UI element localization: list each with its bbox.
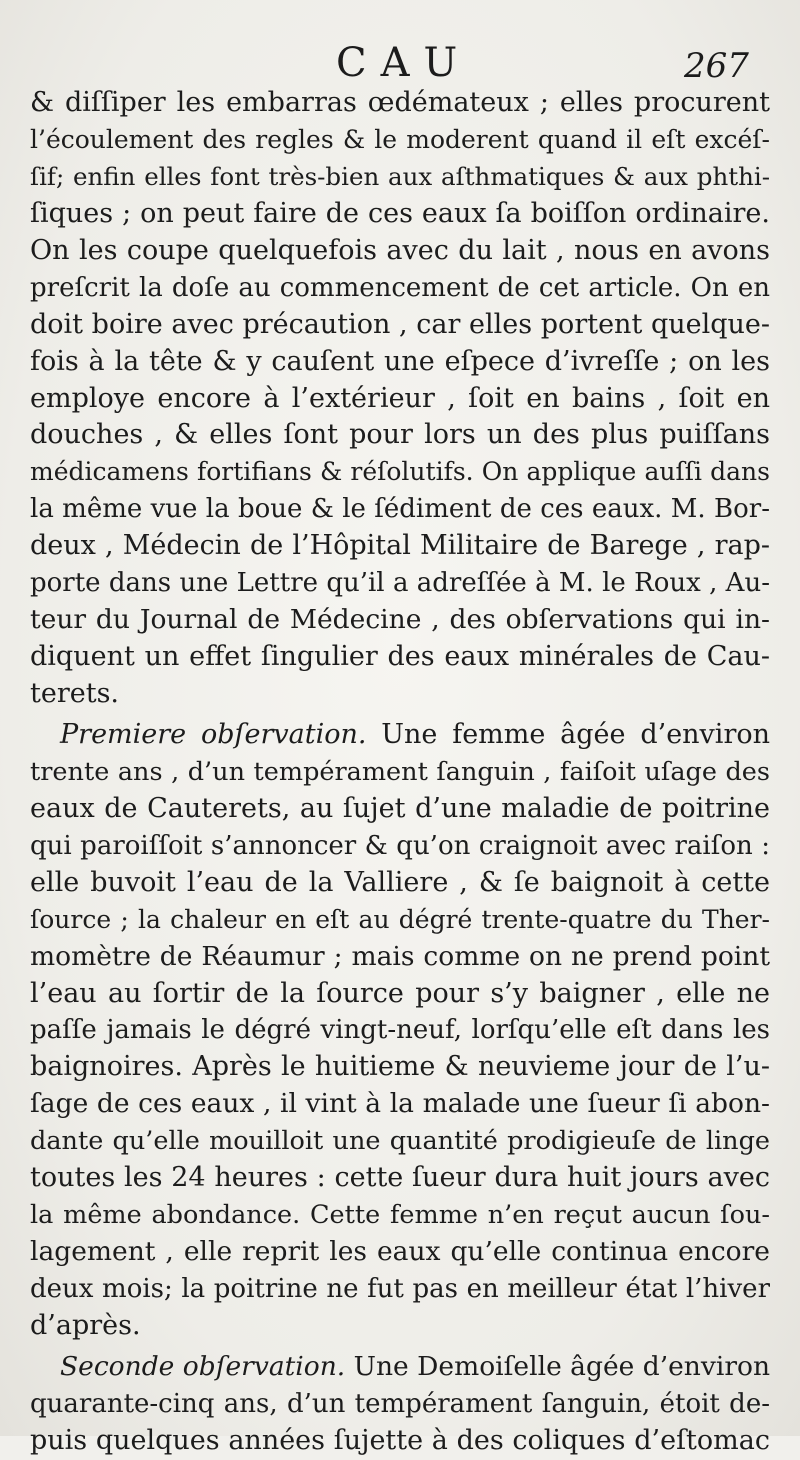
text-line: momètre de Réaumur ; mais comme on ne prend point (30, 940, 770, 972)
text-line: & diſſiper les embarras œdémateux ; elles procurent (30, 87, 770, 118)
text-line: la même vue la boue & le ſédiment de ces eaux. M. Bor- (30, 494, 770, 525)
text-line: diquent un effet ſingulier des eaux minérales de Cau- (30, 641, 770, 673)
text-line: teur du Journal de Médecine , des obſervations qui in- (30, 604, 770, 636)
observation-heading: Premiere obſervation. (60, 718, 367, 750)
text-line: ſage de ces eaux , il vint à la malade une ſueur ſi abon- (30, 1088, 770, 1120)
text-line: toutes les 24 heures : cette ſueur dura huit jours avec (30, 1162, 770, 1194)
observation-heading: Seconde obſervation. (60, 1350, 346, 1382)
text-line: médicamens fortifians & réſolutifs. On applique auſſi dans (30, 457, 770, 487)
text-line: baignoires. Après le huitieme & neuvieme jour de l’u- (30, 1051, 770, 1083)
text-line: ſif; enfin elles font très-bien aux aſthmatiques & aux phthi- (30, 161, 770, 191)
text-line: quarante-cinq ans, d’un tempérament ſanguin, étoit de- (30, 1388, 770, 1419)
text-line: paſſe jamais le dégré vingt-neuf, lorſqu’elle eſt dans les (30, 1015, 770, 1046)
text-line: d’après. (30, 1309, 141, 1341)
text-line: On les coupe quelquefois avec du lait , nous en avons (30, 234, 770, 266)
text-line: terets. (30, 678, 120, 709)
running-head (0, 38, 800, 88)
text-line: dante qu’elle mouilloit une quantité prodigieuſe de linge (30, 1126, 770, 1157)
text-line: lagement , elle reprit les eaux qu’elle continua encore (30, 1236, 770, 1268)
text-line: l’écoulement des regles & le moderent quand il eſt excéſ- (30, 124, 770, 154)
text-line: doit boire avec précaution , car elles portent quelque- (30, 308, 770, 340)
running-head-title: CAU (336, 40, 472, 86)
text-line: deux mois; la poitrine ne fut pas en meilleur état l’hiver (30, 1274, 770, 1304)
text-line: porte dans une Lettre qu’il a adreſſée à M. le Roux , Au- (30, 568, 770, 599)
text-line: employe encore à l’extérieur , ſoit en bains , ſoit en (30, 382, 770, 414)
text-line: elle buvoit l’eau de la Valliere , & ſe baignoit à cette (30, 866, 770, 898)
observation-heading-line: Premiere obſervation. Une femme âgée d’environ (60, 718, 770, 750)
text-line: deux , Médecin de l’Hôpital Militaire de Barege , rap- (30, 530, 770, 562)
observation-heading-line: Seconde obſervation. Une Demoiſelle âgée d’environ (60, 1350, 770, 1382)
text-line: trente ans , d’un tempérament ſanguin , faiſoit uſage des (30, 756, 770, 787)
text-line: l’eau au ſortir de la ſource pour s’y baigner , elle ne (30, 977, 770, 1009)
text-line: qui paroiſſoit s’annoncer & qu’on craignoit avec raiſon : (30, 830, 770, 861)
body-text (30, 85, 770, 1460)
text-line: fois à la tête & y cauſent une eſpece d’ivreſſe ; on les (30, 345, 770, 377)
page-number: 267 (684, 46, 749, 86)
text-line: ſiques ; on peut faire de ces eaux ſa boiſſon ordinaire. (30, 197, 770, 229)
text-line: puis quelques années ſujette à des coliques d’eſtomac (30, 1424, 770, 1456)
text-line: ſource ; la chaleur en eſt au dégré trente-quatre du Ther- (30, 904, 770, 934)
text-line: la même abondance. Cette femme n’en reçut aucun ſou- (30, 1200, 770, 1231)
text-line: preſcrit la doſe au commencement de cet article. On en (30, 272, 770, 303)
text-line: eaux de Cauterets, au ſujet d’une maladie de poitrine (30, 792, 770, 824)
text-line: douches , & elles ſont pour lors un des plus puiſſans (30, 419, 770, 451)
